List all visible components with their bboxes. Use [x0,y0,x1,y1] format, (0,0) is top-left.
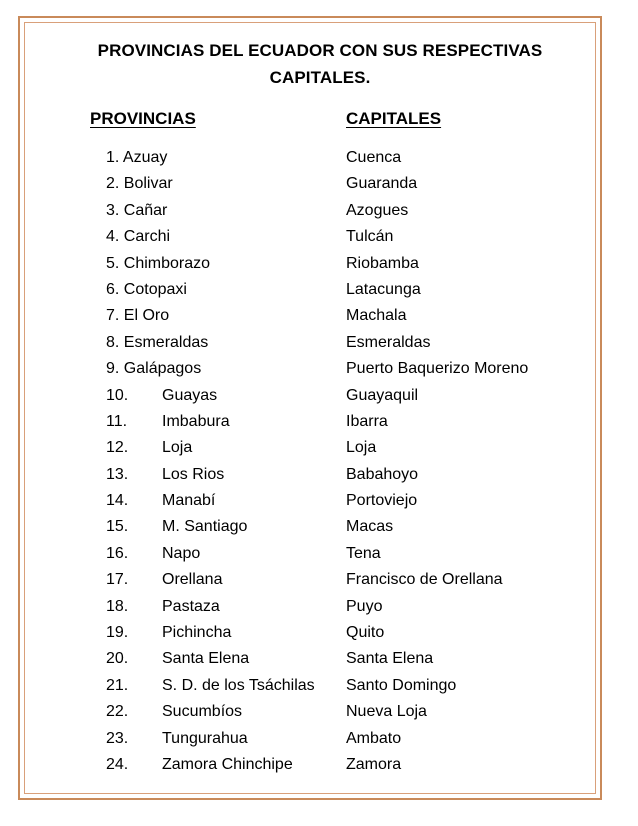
province-name: Tungurahua [162,729,248,747]
province-name: Zamora Chinchipe [162,755,293,773]
list-item [0,332,638,358]
row-number: 8. [106,333,120,351]
province-name: Manabí [162,492,216,510]
province-entry [106,358,201,380]
list-item [0,358,638,384]
province-entry [106,200,167,222]
list-item [0,437,638,463]
capital-name: Guaranda [346,175,418,193]
list-item [0,701,638,727]
list-item [0,596,638,622]
capital-name: Puerto Baquerizo Moreno [346,360,529,378]
province-name: Bolivar [123,175,173,193]
capital-name: Riobamba [346,254,419,272]
capital-name: Tulcán [346,228,394,246]
list-item [0,385,638,411]
province-name: Santa Elena [162,650,250,668]
row-number: 11. [106,412,128,430]
province-capital-list [0,147,638,780]
provinces-header: PROVINCIAS [90,109,196,128]
list-item [0,147,638,173]
province-name: Carchi [123,228,171,246]
province-name: Esmeraldas [123,333,209,351]
list-item [0,305,638,331]
row-number: 3. [106,201,120,219]
province-name: Napo [162,544,201,562]
province-entry [106,147,167,169]
province-entry [106,305,169,327]
row-number: 1. [106,149,120,166]
list-item [0,253,638,279]
list-item [0,516,638,542]
capital-name: Portoviejo [346,492,418,510]
row-number: 2. [106,175,120,193]
row-number: 24. [106,755,129,773]
row-number: 17. [106,571,129,589]
list-item [0,648,638,674]
province-name: Orellana [162,571,223,589]
province-entry [106,279,187,301]
list-item [0,226,638,252]
row-number: 9. [106,360,120,378]
document-title-line-1: PROVINCIAS DEL ECUADOR CON SUS RESPECTIVAS [97,41,543,60]
row-number: 6. [106,280,120,298]
capital-name: Zamora [346,755,402,773]
row-number: 13. [106,465,129,483]
province-name: Galápagos [123,360,202,378]
province-name: Loja [162,439,193,457]
row-number: 14. [106,492,129,510]
row-number: 18. [106,597,129,615]
capital-name: Francisco de Orellana [346,571,503,589]
row-number: 22. [106,703,129,721]
province-name: Azuay [122,149,168,166]
capital-name: Babahoyo [346,465,419,483]
row-number: 5. [106,254,120,272]
capital-name: Loja [346,439,377,457]
province-name: Sucumbíos [162,703,243,721]
list-item [0,464,638,490]
list-item [0,490,638,516]
capitals-header: CAPITALES [346,109,442,128]
row-number: 16. [106,544,129,562]
row-number: 4. [106,228,120,246]
list-item [0,675,638,701]
capital-name: Ambato [346,729,402,747]
province-name: Guayas [162,386,218,404]
row-number: 23. [106,729,129,747]
list-item [0,622,638,648]
province-name: M. Santiago [162,518,248,536]
document-title-line-2: CAPITALES. [269,68,371,87]
list-item [0,728,638,754]
row-number: 7. [106,307,120,325]
province-name: Pastaza [162,597,220,615]
province-name: S. D. de los Tsáchilas [162,676,315,694]
province-entry [106,173,173,195]
province-name: Pichincha [162,624,232,642]
capital-name: Cuenca [346,149,402,166]
capital-name: Nueva Loja [346,703,427,721]
row-number: 15. [106,518,129,536]
capital-name: Puyo [346,597,383,615]
province-name: Cañar [123,201,168,219]
capital-name: Azogues [346,201,409,219]
province-name: El Oro [123,307,170,325]
province-entry [106,332,208,354]
capital-name: Quito [346,624,385,642]
capital-name: Ibarra [346,412,388,430]
province-entry [106,253,210,275]
capital-name: Latacunga [346,280,421,298]
list-item [0,173,638,199]
capital-name: Santa Elena [346,650,434,668]
province-name: Imbabura [162,412,230,430]
capital-name: Santo Domingo [346,676,457,694]
row-number: 21. [106,676,129,694]
province-name: Chimborazo [123,254,211,272]
list-item [0,754,638,780]
list-item [0,569,638,595]
capital-name: Guayaquil [346,386,419,404]
capital-name: Macas [346,518,394,536]
capital-name: Esmeraldas [346,333,431,351]
province-name: Los Rios [162,465,225,483]
row-number: 12. [106,439,129,457]
province-entry [106,226,170,248]
list-item [0,543,638,569]
province-name: Cotopaxi [123,280,187,298]
capital-name: Tena [346,544,381,562]
list-item [0,279,638,305]
row-number: 20. [106,650,129,668]
row-number: 19. [106,624,129,642]
capital-name: Machala [346,307,407,325]
list-item [0,411,638,437]
row-number: 10. [106,386,129,404]
list-item [0,200,638,226]
